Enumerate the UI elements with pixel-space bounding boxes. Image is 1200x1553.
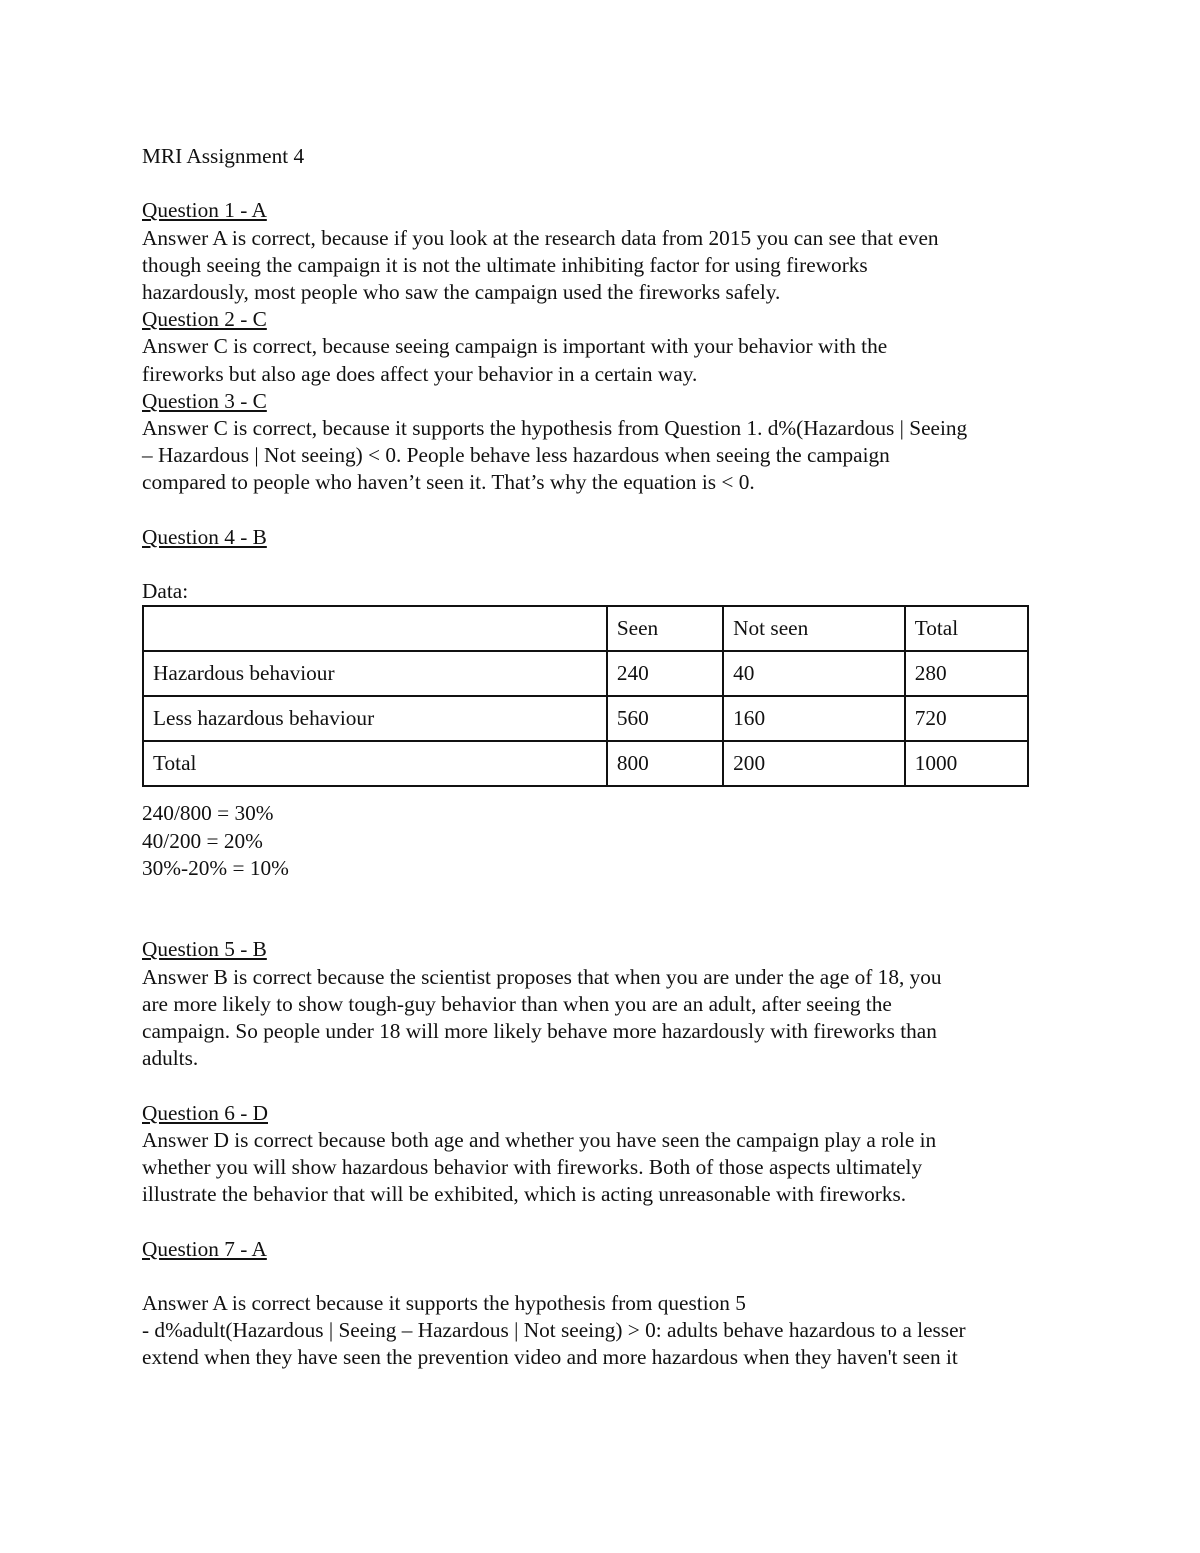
question-1-answer-line: Answer A is correct, because if you look at the research data from 2015 you can see that even [142,225,939,250]
table-cell: 1000 [905,741,1028,786]
question-4-section [142,524,1072,882]
question-5-answer-line: adults. [142,1046,199,1071]
document-title: MRI Assignment 4 [142,144,305,168]
question-6-section [142,1100,1072,1209]
question-3-answer-line: compared to people who haven’t seen it. That’s why the equation is < 0. [142,470,755,495]
question-1-answer-line: hazardously, most people who saw the campaign used the fireworks safely. [142,280,781,304]
question-5-answer-line: Answer B is correct because the scientist proposes that when you are under the age of 18, you [142,964,942,989]
table-cell: 560 [607,696,723,741]
question-1-answer-line: though seeing the campaign it is not the ultimate inhibiting factor for using fireworks [142,252,868,277]
question-7-answer-line: Answer A is correct because it supports the hypothesis from question 5 [142,1290,746,1315]
table-header-cell: Total [905,606,1028,651]
table-header-cell: Not seen [723,606,905,651]
question-6-heading: Question 6 - D [142,1100,268,1125]
question-2-answer-line: Answer C is correct, because seeing campaign is important with your behavior with the [142,334,888,359]
question-5-section [142,936,1072,1072]
question-6-answer-line: Answer D is correct because both age and whether you have seen the campaign play a role in [142,1127,937,1152]
question-2-answer-line: fireworks but also age does affect your behavior in a certain way. [142,361,698,386]
table-row [143,651,1028,696]
question-6-answer-line: illustrate the behavior that will be exhibited, which is acting unreasonable with fireworks. [142,1182,907,1207]
question-7-answer-line: extend when they have seen the prevention video and more hazardous when they haven't seen it [142,1345,958,1370]
table-cell: 200 [723,741,905,786]
table-cell: 720 [905,696,1028,741]
question-4-heading: Question 4 - B [142,524,267,549]
question-5-answer-line: are more likely to show tough-guy behavior than when you are an adult, after seeing the [142,991,892,1016]
question-7-answer-line: - d%adult(Hazardous | Seeing – Hazardous | Not seeing) > 0: adults behave hazardous to a lesser [142,1318,966,1343]
table-row [143,696,1028,741]
question-3-section [142,388,1072,497]
table-cell: 280 [905,651,1028,696]
table-header-cell: Seen [607,606,723,651]
question-5-answer-line: campaign. So people under 18 will more likely behave more hazardously with fireworks than [142,1019,937,1043]
question-2-section [142,306,1072,388]
question-1-section [142,197,1072,306]
question-2-heading: Question 2 - C [142,307,267,332]
table-cell: 800 [607,741,723,786]
calculation-line: 30%-20% = 10% [142,855,289,880]
question-7-section [142,1236,1072,1372]
question-1-heading: Question 1 - A [142,198,267,223]
question-6-answer-line: whether you will show hazardous behavior with fireworks. Both of those aspects ultimately [142,1155,923,1179]
document-page [142,143,1072,1372]
question-5-heading: Question 5 - B [142,937,267,962]
table-cell: Total [143,741,607,786]
question-3-answer-line: – Hazardous | Not seeing) < 0. People behave less hazardous when seeing the campaign [142,443,890,468]
table-cell: 240 [607,651,723,696]
data-label: Data: [142,579,189,604]
table-cell: Hazardous behaviour [143,651,607,696]
table-cell: Less hazardous behaviour [143,696,607,741]
data-table [142,605,1029,787]
question-7-heading: Question 7 - A [142,1236,267,1261]
question-3-answer-line: Answer C is correct, because it supports the hypothesis from Question 1. d%(Hazardous | Seeing [142,416,968,441]
table-cell: 160 [723,696,905,741]
table-header-cell [143,606,607,651]
table-row [143,741,1028,786]
calculation-line: 40/200 = 20% [142,828,263,853]
question-3-heading: Question 3 - C [142,388,267,413]
calculation-line: 240/800 = 30% [142,801,274,826]
table-cell: 40 [723,651,905,696]
table-header-row [143,606,1028,651]
